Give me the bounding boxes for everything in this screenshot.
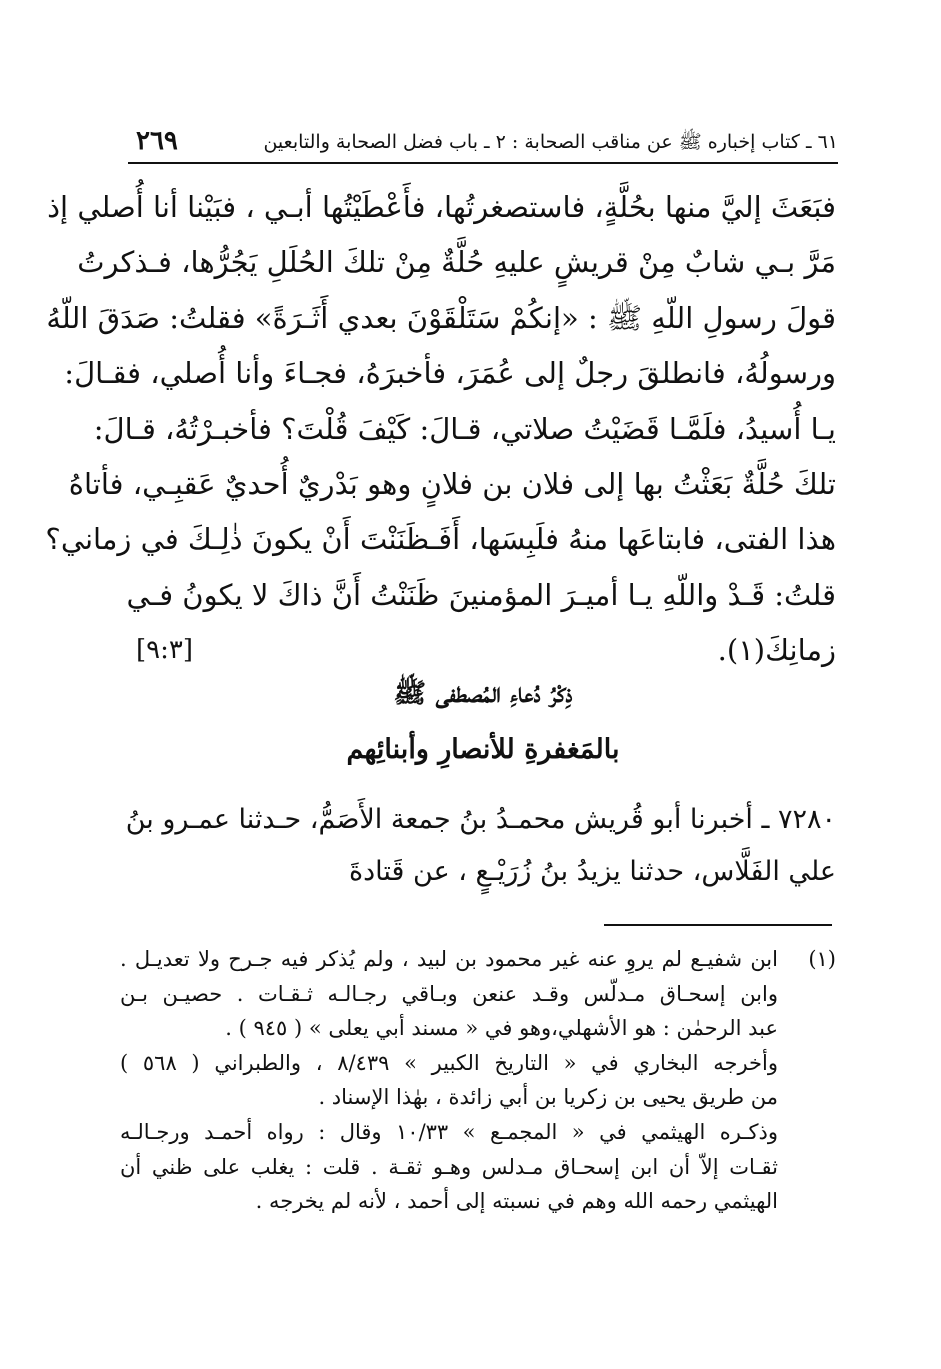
footnote-line: الهيثمي رحمه الله وهم في نسبته إلى أحمد ، لأنه لم يخرجه . bbox=[255, 1189, 778, 1214]
footnote-line: ثقـات إلاّ أن ابن إسحـاق مـدلس وهـو ثقـة . قلت : يغلب على ظني أن bbox=[120, 1154, 778, 1179]
text-line: هذا الفتى، فابتاعَها منهُ فلَبِسَها، أَفَـظَنَنْتَ أَنْ يكونَ ذٰلِـكَ في زماني؟ bbox=[45, 522, 836, 557]
text-line-last bbox=[130, 623, 836, 678]
text-line: فبَعَثَ إليَّ منها بحُلَّةٍ، فاستصغرتُها، فأَعْطَيْتُها أبـي ، فبَيْنا أنا أُصلي إذ bbox=[47, 190, 836, 224]
footnote-line: وابن إسحـاق مـدلّس وقـد عنعن وبـاقي رجـالـه ثـقـات . حصيـن بـن bbox=[120, 981, 778, 1006]
main-text bbox=[45, 180, 836, 679]
volume-reference: [٩:٣] bbox=[136, 635, 194, 666]
section-subheading: بالمَغفرةِ للأنصارِ وأبنائِهم bbox=[346, 734, 620, 765]
footnote-line: من طريق يحيى بن زكريا بن أبي زائدة ، بهٰذا الإسناد . bbox=[318, 1085, 778, 1110]
text-line: قولَ رسولِ اللّهِ ﷺ : «إنكُمْ سَتَلْقَوْنَ بعدي أَثَـرَةً» فقلتُ: صَدَقَ اللّهُ bbox=[46, 300, 836, 335]
text-line: قلتُ: قَـدْ واللّهِ يـا أميـرَ المؤمنينَ ظَنَنْتُ أَنَّ ذاكَ لا يكونُ فـي bbox=[126, 577, 836, 612]
section-heading: ذِكْرُ دُعاءِ المُصطفى ﷺ bbox=[393, 678, 573, 709]
footnote-number: (١) bbox=[808, 947, 836, 971]
text-line: مَرَّ بـي شابٌ مِنْ قريشٍ عليهِ حُلَّةٌ مِنْ تلكَ الحُلَلِ يَجُرُّها، فـذكرتُ bbox=[77, 245, 836, 280]
running-header bbox=[128, 126, 838, 158]
page-number: ٢٦٩ bbox=[136, 126, 178, 156]
hadith-paragraph bbox=[125, 794, 836, 898]
hadith-line: علي الفَلَّاس، حدثنا يزيدُ بنُ زُرَيْـعٍ ، عن قَتادةَ bbox=[348, 856, 836, 887]
hadith-line: ٧٢٨٠ ـ أخبرنا أبو قُريش محمـدُ بنُ جمعة الأَصَمُّ، حـدثنا عمـرو بنُ bbox=[125, 804, 836, 835]
last-line-text: زمانِكَ(١). bbox=[717, 633, 836, 668]
header-divider bbox=[128, 162, 838, 164]
footnote-line: ابن شفيـع لم يروِ عنه غير محمود بن لبيد ، ولم يُذكر فيه جـرح ولا تعديـل . bbox=[120, 947, 778, 971]
text-line: ورسولُهُ، فانطلقَ رجلٌ إلى عُمَرَ، فأخبرَهُ، فجـاءَ وأنا أُصلي، فقـالَ: bbox=[64, 356, 836, 391]
footnote-divider bbox=[604, 924, 832, 926]
footnote-line: عبد الرحمٰن : هو الأشهلي،وهو في « مسند أبي يعلى » ( ٩٤٥ ) . bbox=[225, 1016, 778, 1041]
chapter-title: ٦١ ـ كتاب إخباره ﷺ عن مناقب الصحابة : ٢ ـ باب فضل الصحابة والتابعين bbox=[263, 131, 838, 153]
footnotes bbox=[120, 942, 836, 1219]
text-line: يـا أُسيدُ، فلَمَّـا قَضَيْتُ صلاتي، قـالَ: كَيْفَ قُلْتَ؟ فأخبـرْتُهُ، قـالَ: bbox=[93, 411, 836, 446]
footnote-line: وأخرجه البخاري في « التاريخ الكبير » ٨/٤٣٩ ، والطبراني ( ٥٦٨ ) bbox=[120, 1050, 778, 1075]
footnote-line: وذكـره الهيثمي في « المجمـع » ١٠/٣٣ وقال : رواه أحمـد ورجـالـه bbox=[120, 1119, 778, 1144]
text-line: تلكَ حُلَّةٌ بَعَثْتُ بها إلى فلان بن فلانٍ وهو بَدْريٌ أُحديٌ عَقبِـي، فأتاهُ bbox=[68, 466, 836, 501]
